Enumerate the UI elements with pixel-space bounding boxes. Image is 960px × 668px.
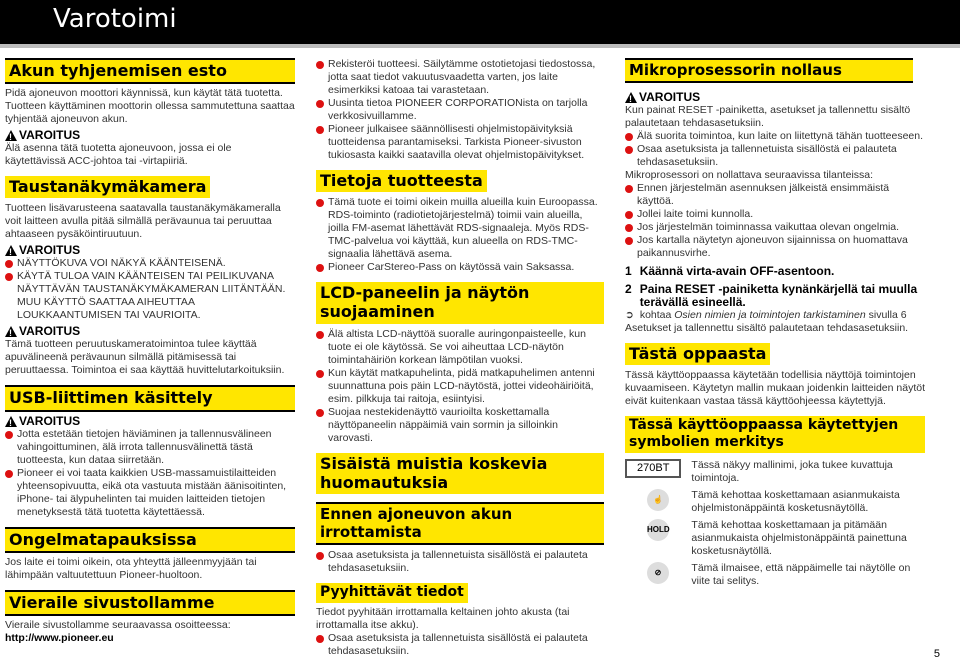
bullet-list — [5, 428, 295, 519]
bullet-list — [625, 130, 925, 169]
list-item: Jos järjestelmän toiminnassa vaikuttaa olevan ongelmia. — [625, 221, 925, 234]
bullet-list — [316, 632, 604, 658]
page-title: Varotoimi — [53, 4, 177, 34]
warning-label: ! VAROITUS — [5, 415, 295, 428]
list-item: Pioneer ei voi taata kaikkien USB-massamuistilaitteiden yhteensopivuutta, eikä ota vastuuta mistään äänisoitinten, iPhone- tai älypuhelinten tai muiden laitteiden tietojen menetyksestä tätä tuotetta käytettäessä. — [5, 467, 295, 519]
paragraph: Kun painat RESET -painiketta, asetukset ja tallennettu sisältö palautetaan tehdasasetuksiin. — [625, 104, 911, 129]
title-bar — [0, 0, 960, 44]
heading-erasable: Pyyhittävät tiedot — [316, 583, 468, 603]
list-item: Tämä tuote ei toimi oikein muilla alueilla kuin Euroopassa. RDS-toiminto (radiotietojärjestelmä) toimii vain alueilla, joilla FM-asemat lähettävät RDS-signaaleja. Myös RDS-TMC-palvelua voi käyttää, kun alueella on RDS-TMC-signaalia lähettävä asema. — [316, 196, 604, 261]
heading-memory: Sisäistä muistia koskevia huomautuksia — [316, 453, 604, 494]
title-underline — [0, 44, 960, 48]
bullet-list — [316, 549, 604, 575]
list-item: Jotta estetään tietojen häviäminen ja tallennusvälineen vahingoittuminen, älä irrota tallennusvälinettä tästä tuotteesta, kun dataa siirretään. — [5, 428, 295, 467]
paragraph: Jos laite ei toimi oikein, ota yhteyttä jälleenmyyjään tai lähimpään valtuutettuun Pioneer-huoltoon. — [5, 555, 257, 581]
legend-row: 270BT Tässä näkyy mallinimi, joka tukee kuvattuja toimintoja. — [625, 457, 925, 487]
symbol-legend — [625, 457, 925, 590]
warning-icon — [5, 416, 17, 427]
list-item: Suojaa nestekidenäyttö vaurioilta koskettamalla näyttöpaneelin näppäimiä vain sormin ja silloinkin varovasti. — [316, 406, 604, 445]
list-item: Osaa asetuksista ja tallennetuista sisällöstä ei palauteta tehdasasetuksiin. — [316, 632, 604, 658]
bullet-list — [316, 196, 604, 274]
bullet-list — [316, 328, 604, 445]
heading-symbols: Tässä käyttöoppaassa käytettyjen symbolien merkitys — [625, 416, 925, 453]
list-item: Jos kartalla näytetyn ajoneuvon sijainnissa on huomattava paikannusvirhe. — [625, 234, 925, 260]
warning-icon — [5, 245, 17, 256]
paragraph: Tuotteen lisävarusteena saatavalla taustanäkymäkameralla voit laitteen avulla pitää silmällä perävaunua tai peruuttaa ahtaaseen pysäköintiruutuun. — [5, 202, 281, 241]
list-item: Kun käytät matkapuhelinta, pidä matkapuhelimen antenni suunnattuna pois päin LCD-näytöstä, jottei videohäiriöitä, esim. pilkkuja tai raitoja, esiintyisi. — [316, 367, 604, 406]
heading-lcd: LCD-paneelin ja näytön suojaaminen — [316, 282, 604, 323]
warning-icon — [5, 326, 17, 337]
model-name-tag: 270BT — [625, 459, 681, 478]
bullet-list — [625, 182, 925, 260]
step-2: 2 Paina RESET -painiketta kynänkärjellä tai muulla terävällä esineellä. — [625, 282, 918, 309]
list-item: Pioneer CarStereo-Pass on käytössä vain Saksassa. — [316, 261, 604, 274]
warning-label: ! VAROITUS — [5, 129, 295, 142]
heading-rear-camera: Taustanäkymäkamera — [5, 176, 210, 198]
bullet-list — [5, 257, 295, 322]
touch-icon: ☝ — [647, 489, 669, 511]
list-item: Osaa asetuksista ja tallennetuista sisällöstä ei palauteta tehdasasetuksiin. — [625, 143, 925, 169]
warning-icon — [5, 130, 17, 141]
column-left — [5, 58, 295, 645]
list-item: Älä suorita toimintoa, kun laite on liitettynä tähän tuotteeseen. — [625, 130, 925, 143]
heading-battery: Akun tyhjenemisen esto — [5, 58, 295, 84]
paragraph: Tiedot pyyhitään irrottamalla keltainen johto akusta (tai irrottamalla itse akku). — [316, 605, 570, 631]
heading-website: Vieraile sivustollamme — [5, 590, 295, 616]
heading-usb: USB-liittimen käsittely — [5, 385, 295, 411]
list-item: Jollei laite toimi kunnolla. — [625, 208, 925, 221]
bullet-list — [316, 58, 604, 162]
list-item: Osaa asetuksista ja tallennetuista sisällöstä ei palauteta tehdasasetuksiin. — [316, 549, 604, 575]
legend-row: HOLD Tämä kehottaa koskettamaan ja pitämään asianmukaista ohjelmistonäppäintä painettuna kosketusnäytöllä. — [647, 518, 907, 557]
arrow-icon: ➲ — [625, 309, 634, 321]
paragraph: Vieraile sivustollamme seuraavassa osoitteessa: — [5, 618, 231, 631]
list-item: NÄYTTÖKUVA VOI NÄKYÄ KÄÄNTEISENÄ. — [5, 257, 295, 270]
paragraph: Tässä käyttöoppaassa käytetään todellisia näyttöjä toimintojen kuvaamiseen. Käytetyn mallin mukaan joidenkin laitteiden näytöt eivät kuitenkaan vastaa tässä käyttöohjeessa käytettyjä. — [625, 369, 926, 408]
heading-product: Tietoja tuotteesta — [316, 170, 487, 192]
website-link[interactable]: http://www.pioneer.eu — [5, 631, 114, 644]
list-item: Älä altista LCD-näyttöä suoralle auringonpaisteelle, kun tuote ei ole käytössä. Se voi aiheuttaa LCD-näytön toimintahäiriön korkean lämpötilan vuoksi. — [316, 328, 604, 367]
paragraph: Pidä ajoneuvon moottori käynnissä, kun käytät tätä tuotetta. Tuotteen käyttäminen moottorin ollessa sammutettuna saattaa tyhjentää ajoneuvon akun. — [5, 87, 295, 126]
column-middle — [316, 58, 604, 658]
warning-label: ! VAROITUS — [625, 91, 925, 104]
page-number: 5 — [933, 648, 940, 660]
heading-about-manual: Tästä oppaasta — [625, 343, 770, 365]
list-item: Ennen järjestelmän asennuksen jälkeistä ensimmäistä käyttöä. — [625, 182, 925, 208]
reference-icon: ⊘ — [647, 562, 669, 584]
list-item: Uusinta tietoa PIONEER CORPORATIONista on tarjolla verkkosivuillamme. — [316, 97, 604, 123]
paragraph: Älä asenna tätä tuotetta ajoneuvoon, jossa ei ole käytettävissä ACC-johtoa tai -virtapiiriä. — [5, 142, 232, 168]
step-1: 1 Käännä virta-avain OFF-asentoon. — [625, 264, 835, 278]
warning-icon — [625, 92, 637, 103]
paragraph: Tämä tuotteen peruutuskameratoimintoa tulee käyttää apuvälineenä perävaunun silmällä pitämisessä tai peruuttaessa. Toimintoa ei saa käyttää huvittelutarkoituksiin. — [5, 338, 285, 377]
legend-row: ☝ Tämä kehottaa koskettamaan asianmukaista ohjelmistonäppäintä kosketusnäytöllä. — [625, 487, 925, 517]
cross-reference: ➲ kohtaa Osien nimien ja toimintojen tarkistaminen sivulla 6 — [625, 309, 907, 321]
warning-label: ! VAROITUS — [5, 244, 295, 257]
legend-row: ⊘ Tämä ilmaisee, että näppäimelle tai näytölle on viite tai selitys. — [625, 560, 925, 590]
list-item: KÄYTÄ TULOA VAIN KÄÄNTEISEN TAI PEILIKUVANA NÄYTTÄVÄN TAUSTANÄKYMÄKAMERAN LIITÄNTÄÄN. MUU KÄYTTÖ SAATTAA AIHEUTTAA LOUKKAANTUMISEN TAI VAURIOITA. — [5, 270, 295, 322]
list-item: Pioneer julkaisee säännöllisesti ohjelmistopäivityksiä tuotteidensa parantamiseksi. Tarkista Pioneer-sivuston tukiosasta kaikki saatavilla olevat ohjelmistopäivitykset. — [316, 123, 604, 162]
warning-label: ! VAROITUS — [5, 325, 295, 338]
heading-trouble: Ongelmatapauksissa — [5, 527, 295, 553]
heading-before-disconnect: Ennen ajoneuvon akun irrottamista — [316, 502, 604, 545]
column-right — [625, 58, 925, 590]
paragraph: Asetukset ja tallennettu sisältö palautetaan tehdasasetuksiin. — [625, 322, 909, 334]
heading-reset: Mikroprosessorin nollaus — [625, 58, 913, 83]
paragraph: Mikroprosessori on nollattava seuraavissa tilanteissa: — [625, 169, 874, 181]
list-item: Rekisteröi tuotteesi. Säilytämme ostotietojasi tiedostossa, jotta saat tiedot vakuutusvaadetta varten, jos laite esimerkiksi katoaa tai varastetaan. — [316, 58, 604, 97]
hold-icon: HOLD — [647, 519, 669, 541]
